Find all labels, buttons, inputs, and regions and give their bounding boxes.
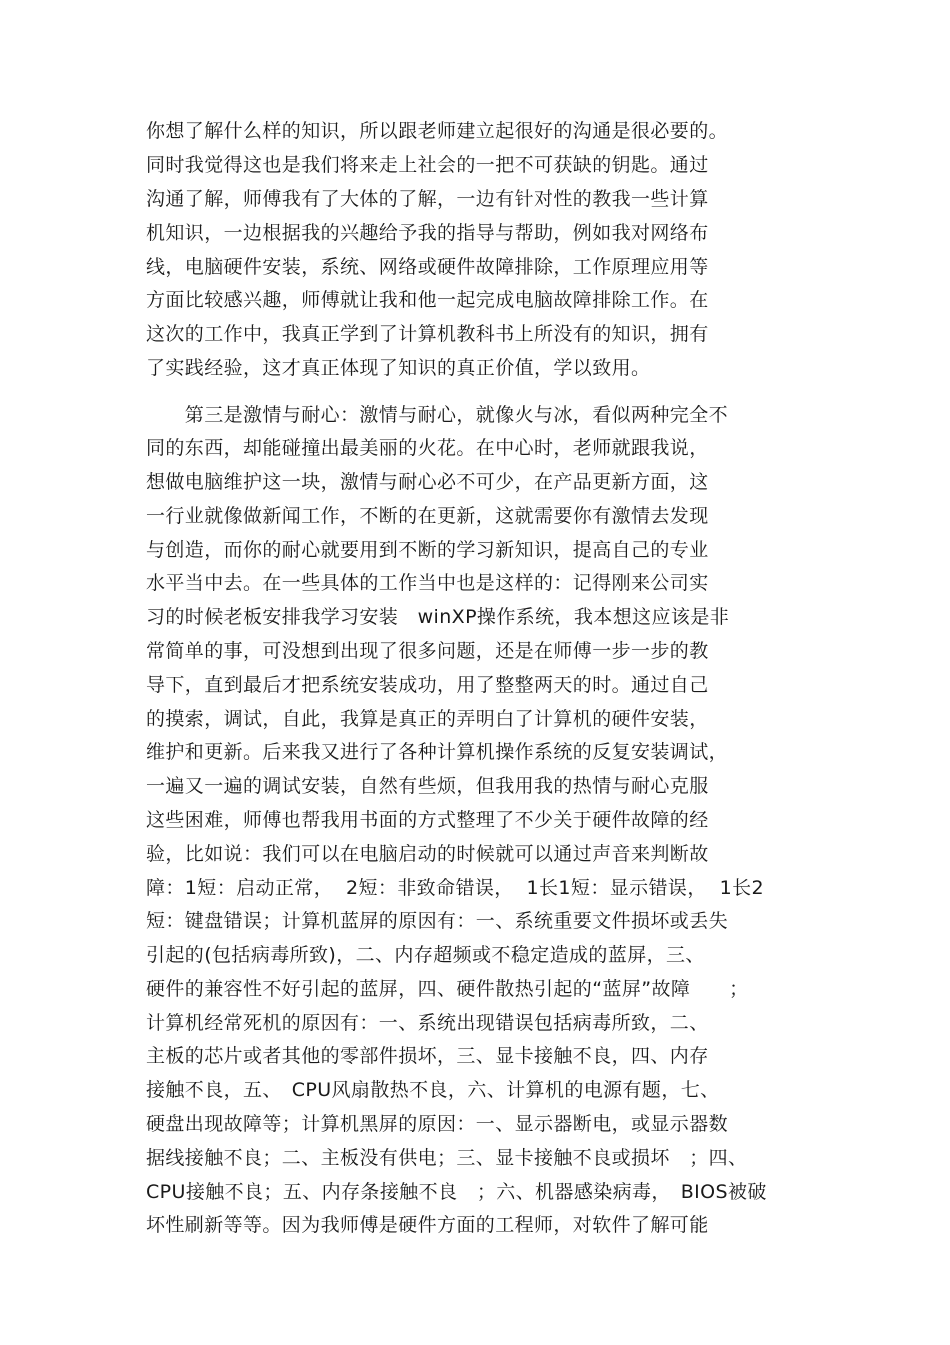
text-line: 沟通了解，师傅我有了大体的了解，一边有针对性的教我一些计算: [146, 188, 709, 210]
text-line: 这些困难，师傅也帮我用书面的方式整理了不少关于硬件故障的经: [146, 809, 709, 831]
text-line: 据线接触不良；二、主板没有供电；三、显卡接触不良或损坏 ；四、: [146, 1147, 748, 1169]
text-line: 计算机经常死机的原因有：一、系统出现错误包括病毒所致，二、: [146, 1012, 709, 1034]
text-line: 同的东西，却能碰撞出最美丽的火花。在中心时，老师就跟我说，: [146, 437, 709, 459]
text-line: 第三是激情与耐心：激情与耐心，就像火与冰，看似两种完全不: [146, 404, 729, 426]
text-line: 短：键盘错误；计算机蓝屏的原因有：一、系统重要文件损坏或丢失: [146, 910, 729, 932]
text-line: 接触不良，五、 CPU风扇散热不良，六、计算机的电源有题，七、: [146, 1079, 720, 1101]
text-line: 机知识，一边根据我的兴趣给予我的指导与帮助，例如我对网络布: [146, 222, 709, 244]
text-line: 主板的芯片或者其他的零部件损坏，三、显卡接触不良，四、内存: [146, 1045, 709, 1067]
text-line: 维护和更新。后来我又进行了各种计算机操作系统的反复安装调试，: [146, 741, 729, 763]
text-line: 的摸索，调试，自此，我算是真正的弄明白了计算机的硬件安装，: [146, 708, 709, 730]
text-line: 线，电脑硬件安装，系统、网络或硬件故障排除，工作原理应用等: [146, 256, 709, 278]
text-line: 了实践经验，这才真正体现了知识的真正价值，学以致用。: [146, 357, 651, 379]
text-line: 障：1短：启动正常， 2短：非致命错误， 1长1短：显示错误， 1长2: [146, 877, 764, 899]
text-line: 想做电脑维护这一块，激情与耐心必不可少，在产品更新方面，这: [146, 471, 709, 493]
text-line: 习的时候老板安排我学习安装 winXP操作系统，我本想这应该是非: [146, 606, 730, 628]
text-line: CPU接触不良；五、内存条接触不良 ；六、机器感染病毒， BIOS被破: [146, 1181, 767, 1203]
text-line: 水平当中去。在一些具体的工作当中也是这样的：记得刚来公司实: [146, 572, 709, 594]
text-line: 方面比较感兴趣，师傅就让我和他一起完成电脑故障排除工作。在: [146, 289, 709, 311]
text-line: 同时我觉得这也是我们将来走上社会的一把不可获缺的钥匙。通过: [146, 154, 709, 176]
text-line: 坏性刷新等等。因为我师傅是硬件方面的工程师，对软件了解可能: [146, 1214, 709, 1236]
text-line: 硬件的兼容性不好引起的蓝屏，四、硬件散热引起的“蓝屏”故障 ；: [146, 978, 749, 1000]
text-line: 一遍又一遍的调试安装，自然有些烦，但我用我的热情与耐心克服: [146, 775, 709, 797]
text-line: 验，比如说：我们可以在电脑启动的时候就可以通过声音来判断故: [146, 843, 709, 865]
text-line: 这次的工作中，我真正学到了计算机教科书上所没有的知识，拥有: [146, 323, 709, 345]
text-line: 你想了解什么样的知识，所以跟老师建立起很好的沟通是很必要的。: [146, 120, 729, 142]
text-line: 一行业就像做新闻工作，不断的在更新，这就需要你有激情去发现: [146, 505, 709, 527]
text-line: 引起的(包括病毒所致)，二、内存超频或不稳定造成的蓝屏，三、: [146, 944, 705, 966]
text-line: 导下，直到最后才把系统安装成功，用了整整两天的时。通过自己: [146, 674, 709, 696]
text-line: 与创造，而你的耐心就要用到不断的学习新知识，提高自己的专业: [146, 539, 709, 561]
text-line: 常简单的事，可没想到出现了很多问题，还是在师傅一步一步的教: [146, 640, 709, 662]
text-line: 硬盘出现故障等；计算机黑屏的原因：一、显示器断电，或显示器数: [146, 1113, 729, 1135]
